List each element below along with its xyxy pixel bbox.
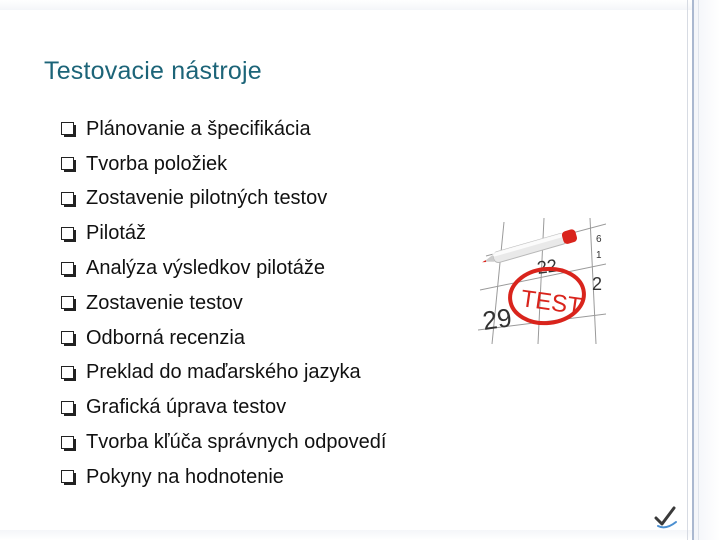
checkbox-square-icon: [60, 469, 76, 485]
list-item-label: Analýza výsledkov pilotáže: [86, 257, 326, 280]
right-rail-line: [692, 0, 694, 540]
list-item-label: Pilotáž: [86, 222, 147, 245]
checkbox-square-icon: [60, 365, 76, 381]
checkbox-square-icon: [60, 261, 76, 277]
list-item-label: Grafická úprava testov: [86, 396, 287, 419]
calendar-number: 1: [596, 250, 602, 261]
checkbox-square-icon: [60, 121, 76, 137]
list-item: [60, 356, 386, 391]
bullet-list: [60, 112, 386, 495]
right-rail-line: [698, 0, 699, 540]
list-item-label: Plánovanie a špecifikácia: [86, 117, 311, 140]
list-item: [60, 390, 386, 425]
list-item-label: Odborná recenzia: [86, 326, 245, 349]
checkmark-icon: [650, 502, 680, 532]
list-item: [60, 147, 386, 182]
list-item: [60, 216, 386, 251]
calendar-number: 29: [480, 302, 514, 336]
checkbox-square-icon: [60, 435, 76, 451]
list-item: [60, 425, 386, 460]
list-item: [60, 112, 386, 147]
list-item-label: Pokyny na hodnotenie: [86, 465, 284, 488]
slide-title: Testovacie nástroje: [44, 56, 262, 85]
top-frame: [0, 0, 720, 10]
checkbox-square-icon: [60, 400, 76, 416]
checkbox-square-icon: [60, 191, 76, 207]
list-item: [60, 460, 386, 495]
list-item: [60, 321, 386, 356]
list-item: [60, 251, 386, 286]
stamp-text: TEST: [519, 285, 584, 321]
bottom-frame: [0, 530, 720, 540]
calendar-number: 6: [596, 234, 602, 245]
list-item-label: Tvorba kľúča správnych odpovedí: [86, 431, 387, 454]
list-item-label: Zostavenie testov: [86, 291, 243, 314]
checkbox-square-icon: [60, 226, 76, 242]
checkbox-square-icon: [60, 156, 76, 172]
checkbox-square-icon: [60, 295, 76, 311]
calendar-number: 22: [535, 255, 559, 278]
list-item: [60, 286, 386, 321]
list-item-label: Tvorba položiek: [86, 152, 228, 175]
list-item-label: Zostavenie pilotných testov: [86, 187, 328, 210]
right-rail-line: [687, 0, 688, 540]
list-item-label: Preklad do maďarského jazyka: [86, 361, 361, 384]
calendar-test-stamp-icon: [478, 218, 606, 344]
checkbox-square-icon: [60, 330, 76, 346]
calendar-number: 2: [592, 274, 603, 294]
list-item: [60, 182, 386, 217]
